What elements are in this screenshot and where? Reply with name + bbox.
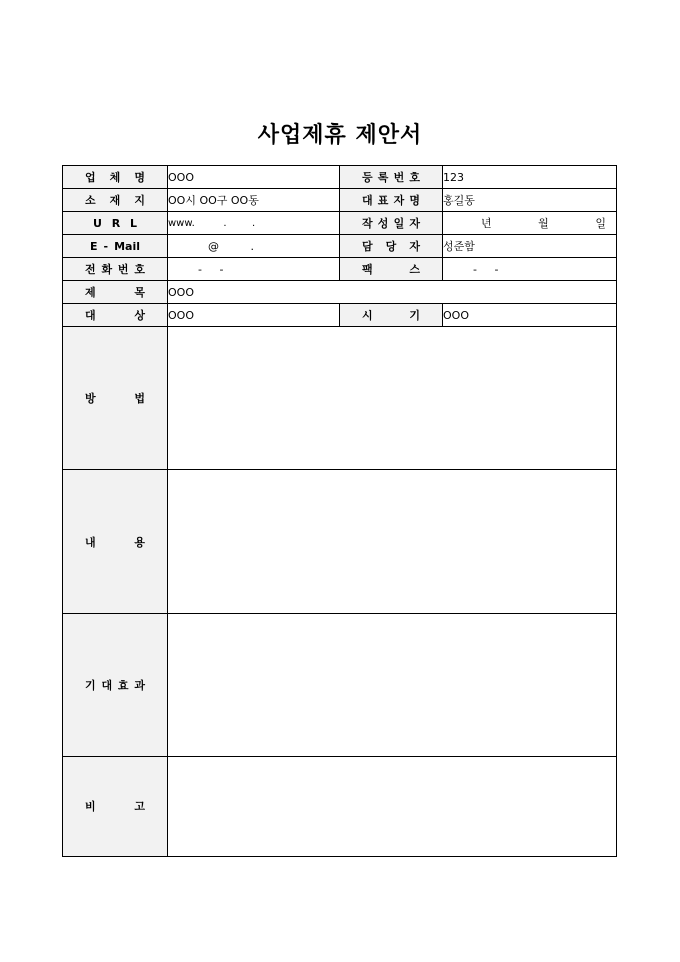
- label-char: 소: [85, 194, 96, 208]
- label-char: 용: [134, 535, 145, 549]
- url-value[interactable]: www. . .: [168, 212, 340, 235]
- company-name-label: [63, 166, 168, 189]
- date-written-label: [340, 212, 443, 235]
- reg-number-value[interactable]: 123: [443, 166, 617, 189]
- content-value[interactable]: [168, 470, 617, 613]
- label-char: 당: [385, 240, 397, 254]
- label-char: 상: [134, 309, 145, 323]
- label-spread: [63, 217, 167, 230]
- label-spread: [63, 284, 167, 300]
- remarks-label: [63, 756, 168, 856]
- label-char: 대: [85, 309, 96, 323]
- location-label: [63, 189, 168, 212]
- form-row: [63, 327, 617, 470]
- label-char: 방: [85, 392, 96, 406]
- method-label: [63, 327, 168, 470]
- date-day-unit: 일: [595, 217, 606, 231]
- contact-person-label: [340, 235, 443, 258]
- label-char: 번: [117, 263, 129, 277]
- label-char: Mail: [114, 239, 140, 253]
- subject-label: [63, 281, 168, 304]
- label-spread: [340, 238, 442, 254]
- label-char: 내: [85, 535, 96, 549]
- label-char: 스: [409, 263, 420, 277]
- content-label: [63, 470, 168, 613]
- label-char: 자: [409, 240, 420, 254]
- form-row: [63, 212, 617, 235]
- form-row: [63, 166, 617, 189]
- label-char: 명: [409, 194, 420, 208]
- label-spread: [340, 307, 442, 323]
- expected-effect-label: [63, 613, 168, 756]
- expected-effect-value[interactable]: [168, 613, 617, 756]
- label-char: 고: [134, 800, 145, 814]
- label-char: R: [111, 216, 121, 230]
- label-char: 일: [393, 217, 405, 231]
- label-char: 업: [85, 171, 96, 185]
- label-spread: [63, 390, 167, 406]
- form-row: [63, 613, 617, 756]
- label-char: 전: [85, 263, 96, 277]
- label-char: 성: [377, 217, 389, 231]
- form-row: [63, 281, 617, 304]
- label-char: 화: [101, 263, 113, 277]
- label-spread: [63, 307, 167, 323]
- label-char: -: [103, 239, 109, 253]
- contact-person-value[interactable]: 성준함: [443, 235, 617, 258]
- url-label: [63, 212, 168, 235]
- label-spread: [63, 169, 167, 185]
- label-char: 자: [393, 194, 405, 208]
- form-row: [63, 304, 617, 327]
- form-row: [63, 235, 617, 258]
- representative-label: [340, 189, 443, 212]
- label-char: 표: [377, 194, 389, 208]
- timing-label: [340, 304, 443, 327]
- fax-label: [340, 258, 443, 281]
- label-char: 등: [362, 171, 373, 185]
- label-spread: [63, 534, 167, 550]
- form-row: [63, 189, 617, 212]
- label-char: 비: [85, 800, 96, 814]
- document-title: 사업제휴 제안서: [257, 123, 423, 148]
- label-char: 대: [362, 194, 373, 208]
- date-month-unit: 월: [538, 217, 549, 231]
- label-char: 팩: [362, 263, 373, 277]
- label-char: 자: [409, 217, 420, 231]
- label-char: 과: [134, 678, 145, 692]
- label-char: U: [93, 216, 102, 230]
- label-char: 효: [117, 678, 129, 692]
- fax-value[interactable]: - -: [443, 258, 617, 281]
- method-value[interactable]: [168, 327, 617, 470]
- proposal-form-table: [62, 165, 617, 857]
- label-char: 시: [362, 309, 373, 323]
- label-spread: [340, 169, 442, 185]
- phone-value[interactable]: - -: [168, 258, 340, 281]
- email-value[interactable]: @ .: [168, 235, 340, 258]
- label-char: 호: [409, 171, 420, 185]
- date-written-value[interactable]: [443, 212, 617, 235]
- label-char: 번: [393, 171, 405, 185]
- label-spread: [340, 261, 442, 277]
- subject-value[interactable]: OOO: [168, 281, 617, 304]
- form-row: [63, 756, 617, 856]
- label-char: 법: [134, 392, 145, 406]
- label-char: 작: [362, 217, 373, 231]
- form-row: [63, 258, 617, 281]
- label-char: 체: [109, 171, 121, 185]
- label-spread: [63, 677, 167, 693]
- reg-number-label: [340, 166, 443, 189]
- phone-label: [63, 258, 168, 281]
- company-name-value[interactable]: OOO: [168, 166, 340, 189]
- date-year-unit: 년: [481, 217, 492, 231]
- representative-value[interactable]: 홍길동: [443, 189, 617, 212]
- label-char: 대: [101, 678, 113, 692]
- target-label: [63, 304, 168, 327]
- label-spread: [340, 215, 442, 231]
- label-char: 담: [362, 240, 373, 254]
- label-char: 지: [134, 194, 145, 208]
- label-spread: [63, 798, 167, 814]
- label-char: 기: [85, 678, 96, 692]
- label-char: 록: [377, 171, 389, 185]
- label-char: 기: [409, 309, 420, 323]
- timing-value[interactable]: OOO: [443, 304, 617, 327]
- label-spread: [63, 240, 167, 253]
- label-char: 목: [134, 286, 145, 300]
- label-spread: [63, 192, 167, 208]
- remarks-value[interactable]: [168, 756, 617, 856]
- target-value[interactable]: OOO: [168, 304, 340, 327]
- label-char: E: [89, 239, 98, 253]
- label-char: 호: [134, 263, 145, 277]
- label-spread: [340, 192, 442, 208]
- label-char: 재: [109, 194, 121, 208]
- location-value[interactable]: OO시 OO구 OO동: [168, 189, 340, 212]
- label-char: 명: [134, 171, 145, 185]
- label-char: 제: [85, 286, 96, 300]
- label-char: L: [129, 216, 137, 230]
- label-spread: [63, 261, 167, 277]
- form-row: [63, 470, 617, 613]
- email-label: [63, 235, 168, 258]
